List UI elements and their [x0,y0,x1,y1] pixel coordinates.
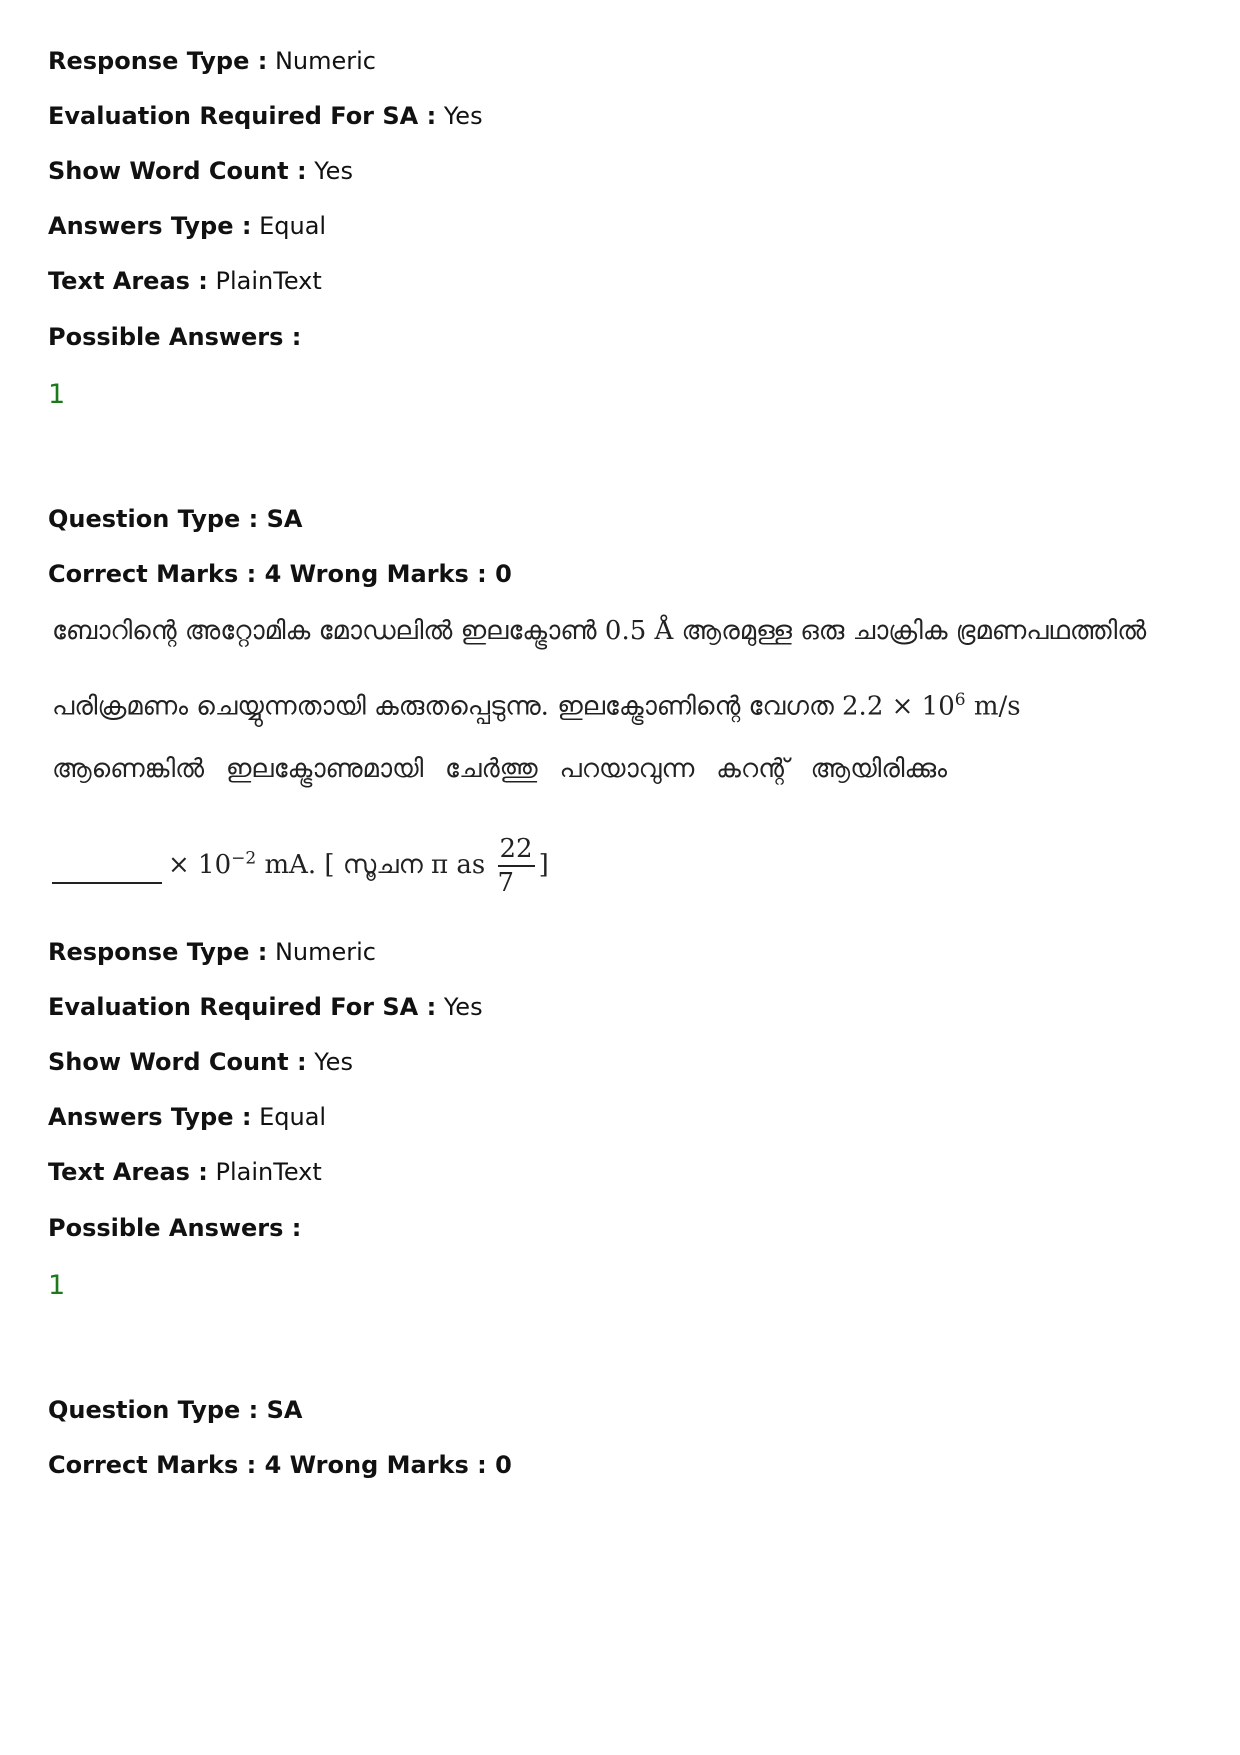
q2-answers-type-label: Answers Type : [48,1103,252,1131]
q2-response-type-row [48,937,376,967]
answer-blank [52,848,162,884]
possible-answers-row [48,322,301,352]
word-count-value: Yes [314,157,353,185]
text-areas-value: PlainText [215,267,322,295]
q2-answers-type-value: Equal [259,1103,327,1131]
q2-response-type-label: Response Type : [48,938,268,966]
q3-marks-heading: Correct Marks : 4 Wrong Marks : 0 [48,1451,512,1479]
q2-text-areas-value: PlainText [215,1158,322,1186]
q2-possible-answers-row [48,1213,301,1243]
question-text-line-2-main: പരിക്രമണം ചെയ്യുന്നതായി കരുതപ്പെടുന്നു. ഇലക്ട്രോണിന്റെ വേഗത 2.2 × 10 [52,691,955,722]
fraction-numerator: 22 [498,836,535,867]
text-areas-label: Text Areas : [48,267,208,295]
question-text-line-1: ബോറിന്റെ അറ്റോമിക മോഡലിൽ ഇലക്ട്രോൺ 0.5 Å ആരമുള്ള ഒരു ചാക്രിക ഭ്രമണപഥത്തിൽ [52,616,1147,646]
velocity-exponent: 6 [954,690,966,710]
q2-possible-answers-label: Possible Answers : [48,1214,302,1242]
q2-evaluation-label: Evaluation Required For SA : [48,993,437,1021]
q2-text-areas-label: Text Areas : [48,1158,208,1186]
current-exponent: −2 [231,848,257,869]
fraction-denominator: 7 [497,868,515,898]
evaluation-value: Yes [443,102,483,130]
q3-question-type-heading: Question Type : SA [48,1396,303,1424]
marks-heading: Correct Marks : 4 Wrong Marks : 0 [48,560,512,588]
text-areas-row [48,266,322,296]
blank-multiplier: × 10 [168,850,232,880]
question-text-line-3: ആണെങ്കിൽ ഇലക്ട്രോണുമായി ചേർത്തു പറയാവുന്ന കറന്റ് ആയിരിക്കും [52,754,947,784]
question-text-line-2 [52,683,1021,724]
word-count-row [48,156,353,186]
q2-response-type-value: Numeric [274,938,376,966]
q2-word-count-row [48,1047,353,1077]
word-count-label: Show Word Count : [48,157,307,185]
possible-answer-value: 1 [48,379,66,410]
q2-word-count-label: Show Word Count : [48,1048,307,1076]
q2-evaluation-value: Yes [443,993,483,1021]
q2-word-count-value: Yes [314,1048,353,1076]
velocity-unit: m/s [965,691,1021,722]
question-type-heading: Question Type : SA [48,505,303,533]
hint-close-bracket: ] [538,850,549,880]
pi-fraction [498,836,535,896]
answers-type-label: Answers Type : [48,212,252,240]
q2-evaluation-row [48,992,483,1022]
hint-text: mA. [ സൂചന π as [256,850,486,880]
response-type-row [48,46,376,76]
question-text-line-4 [52,836,947,896]
q2-possible-answer-value: 1 [48,1270,66,1301]
answers-type-row [48,211,326,241]
q2-text-areas-row [48,1157,322,1187]
evaluation-label: Evaluation Required For SA : [48,102,437,130]
q2-answers-type-row [48,1102,326,1132]
evaluation-row [48,101,483,131]
possible-answers-label: Possible Answers : [48,323,302,351]
response-type-value: Numeric [274,47,376,75]
response-type-label: Response Type : [48,47,268,75]
answers-type-value: Equal [259,212,327,240]
